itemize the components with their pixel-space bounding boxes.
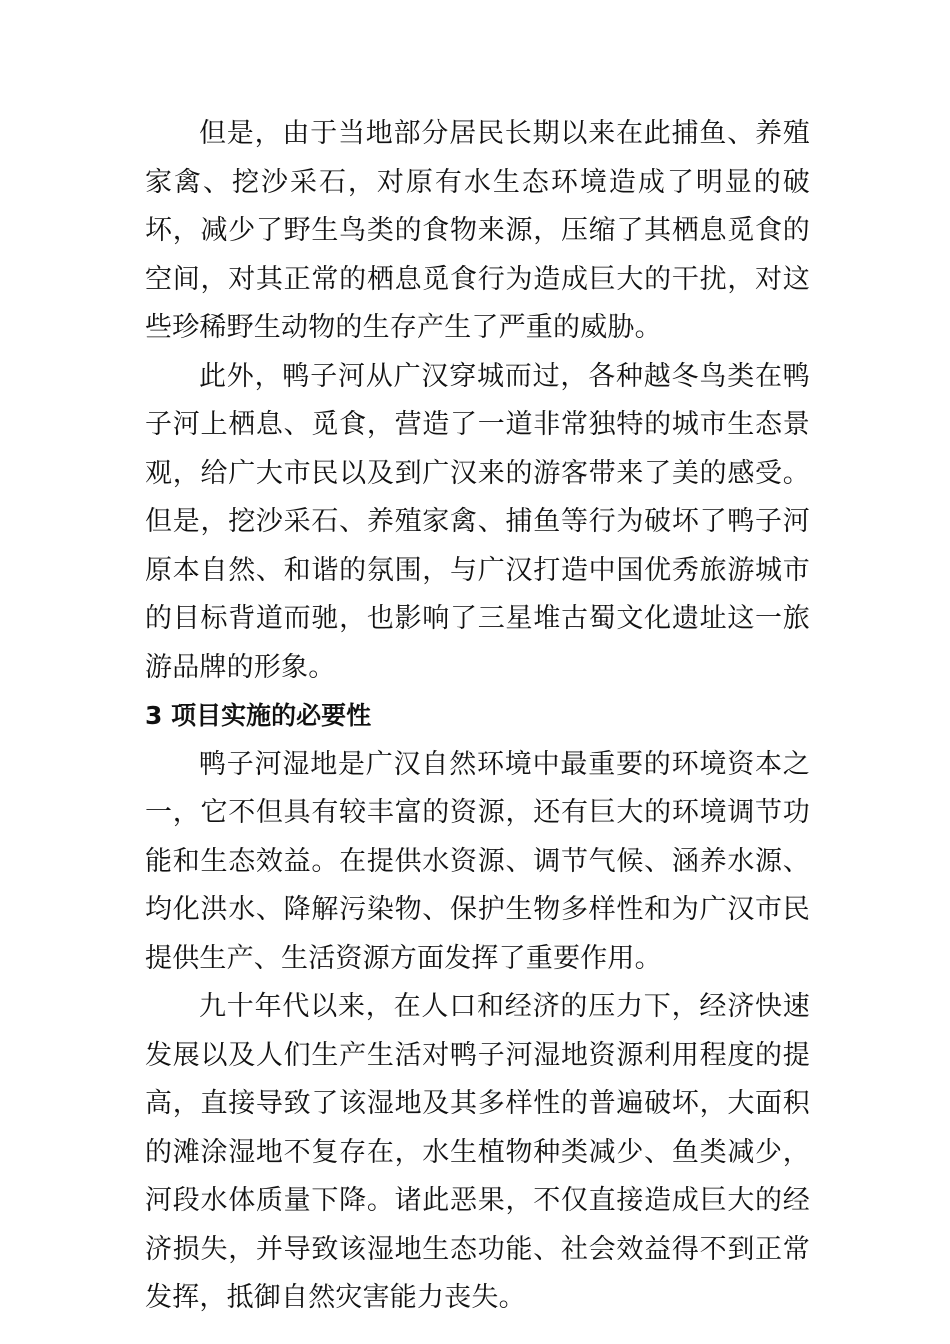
document-body — [145, 110, 810, 1323]
section-heading: 3 项目实施的必要性 — [145, 701, 372, 730]
paragraph-urban-landscape: 此外，鸭子河从广汉穿城而过，各种越冬鸟类在鸭子河上栖息、觅食，营造了一道非常独特的城市生态景观，给广大市民以及到广汉来的游客带来了美的感受。但是，挖沙采石、养殖家禽、捕鱼等行为破坏了鸭子河原本自然、和谐的氛围，与广汉打造中国优秀旅游城市的目标背道而驰，也影响了三星堆古蜀文化遗址这一旅游品牌的形象。 — [145, 360, 810, 683]
paragraph-human-disturbance: 但是，由于当地部分居民长期以来在此捕鱼、养殖家禽、挖沙采石，对原有水生态环境造成了明显的破坏，减少了野生鸟类的食物来源，压缩了其栖息觅食的空间，对其正常的栖息觅食行为造成巨大的干扰，对这些珍稀野生动物的生存产生了严重的威胁。 — [145, 118, 810, 343]
paragraph-wetland-value: 鸭子河湿地是广汉自然环境中最重要的环境资本之一，它不但具有较丰富的资源，还有巨大的环境调节功能和生态效益。在提供水资源、调节气候、涵养水源、均化洪水、降解污染物、保护生物多样性和为广汉市民提供生产、生活资源方面发挥了重要作用。 — [145, 748, 810, 974]
paragraph-wetland-degradation: 九十年代以来，在人口和经济的压力下，经济快速发展以及人们生产生活对鸭子河湿地资源利用程度的提高，直接导致了该湿地及其多样性的普遍破坏，大面积的滩涂湿地不复存在，水生植物种类减少、鱼类减少，河段水体质量下降。诸此恶果，不仅直接造成巨大的经济损失，并导致该湿地生态功能、社会效益得不到正常发挥，抵御自然灾害能力丧失。 — [145, 991, 810, 1313]
